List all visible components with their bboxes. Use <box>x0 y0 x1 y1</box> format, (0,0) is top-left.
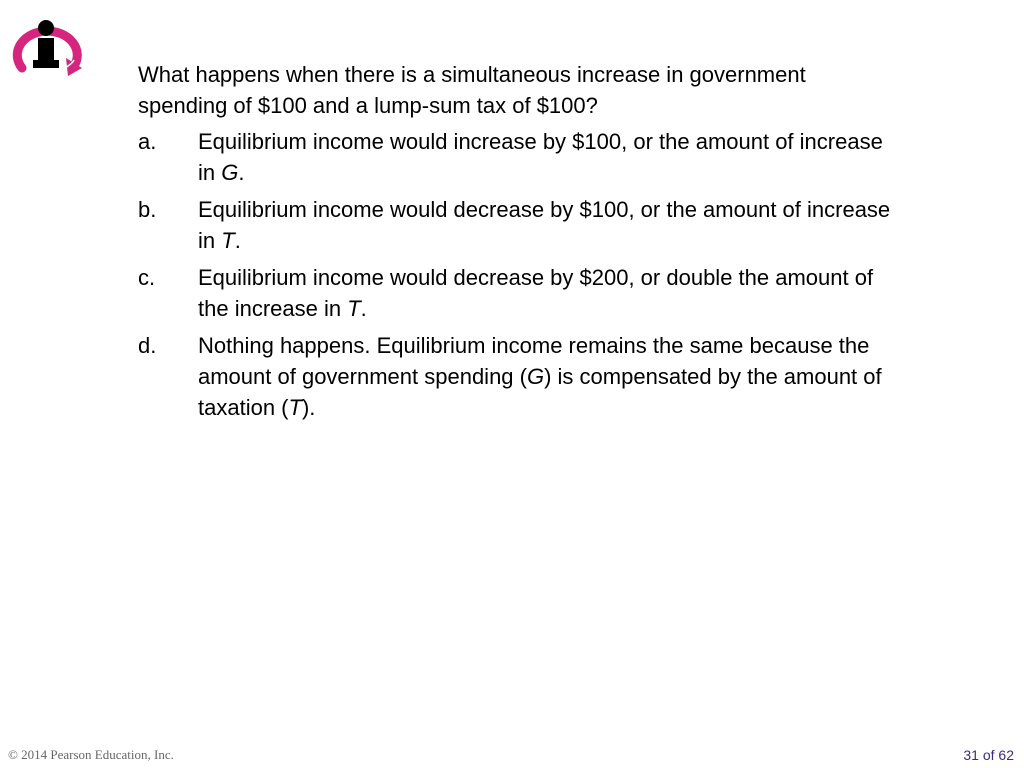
option-letter: d. <box>138 333 157 358</box>
option-text-part: Equilibrium income would increase by $100, or the amount of increase in <box>198 129 883 185</box>
option-c <box>138 262 898 324</box>
option-d <box>138 330 898 423</box>
variable-g: G <box>221 160 239 185</box>
page-total: 62 <box>998 747 1014 763</box>
option-text-part: Equilibrium income would decrease by $200, or double the amount of the increase in <box>198 265 874 321</box>
question-text: What happens when there is a simultaneous increase in government spending of $100 and a lump-sum tax of $100? <box>138 62 806 118</box>
page-current: 31 <box>963 747 979 763</box>
option-text-part: . <box>360 296 367 321</box>
option-text <box>198 262 898 324</box>
variable-t: T <box>347 296 361 321</box>
option-text <box>198 194 898 256</box>
option-letter: c. <box>138 265 156 290</box>
info-person-cycle-icon <box>12 16 86 82</box>
copyright-notice: © 2014 Pearson Education, Inc. <box>8 747 174 762</box>
option-text-part: Equilibrium income would decrease by $100, or the amount of increase in <box>198 197 891 253</box>
option-text <box>198 126 898 188</box>
variable-g: G <box>526 364 545 389</box>
option-text-part: ) is compensated by the amount of taxation ( <box>198 364 882 420</box>
variable-t: T <box>221 228 235 253</box>
option-text-part: Nothing happens. Equilibrium income remains the same because the amount of government spending ( <box>198 333 870 389</box>
option-text-part: ). <box>301 395 316 420</box>
option-letter: b. <box>138 197 157 222</box>
option-b <box>138 194 898 256</box>
option-a <box>138 126 898 188</box>
option-text-part: . <box>234 228 241 253</box>
option-text-part: . <box>238 160 245 185</box>
page-indicator <box>963 747 1014 763</box>
option-text <box>198 330 898 423</box>
variable-t: T <box>288 395 302 420</box>
question-block <box>138 59 898 429</box>
page-of: of <box>978 747 999 763</box>
option-letter: a. <box>138 129 157 154</box>
